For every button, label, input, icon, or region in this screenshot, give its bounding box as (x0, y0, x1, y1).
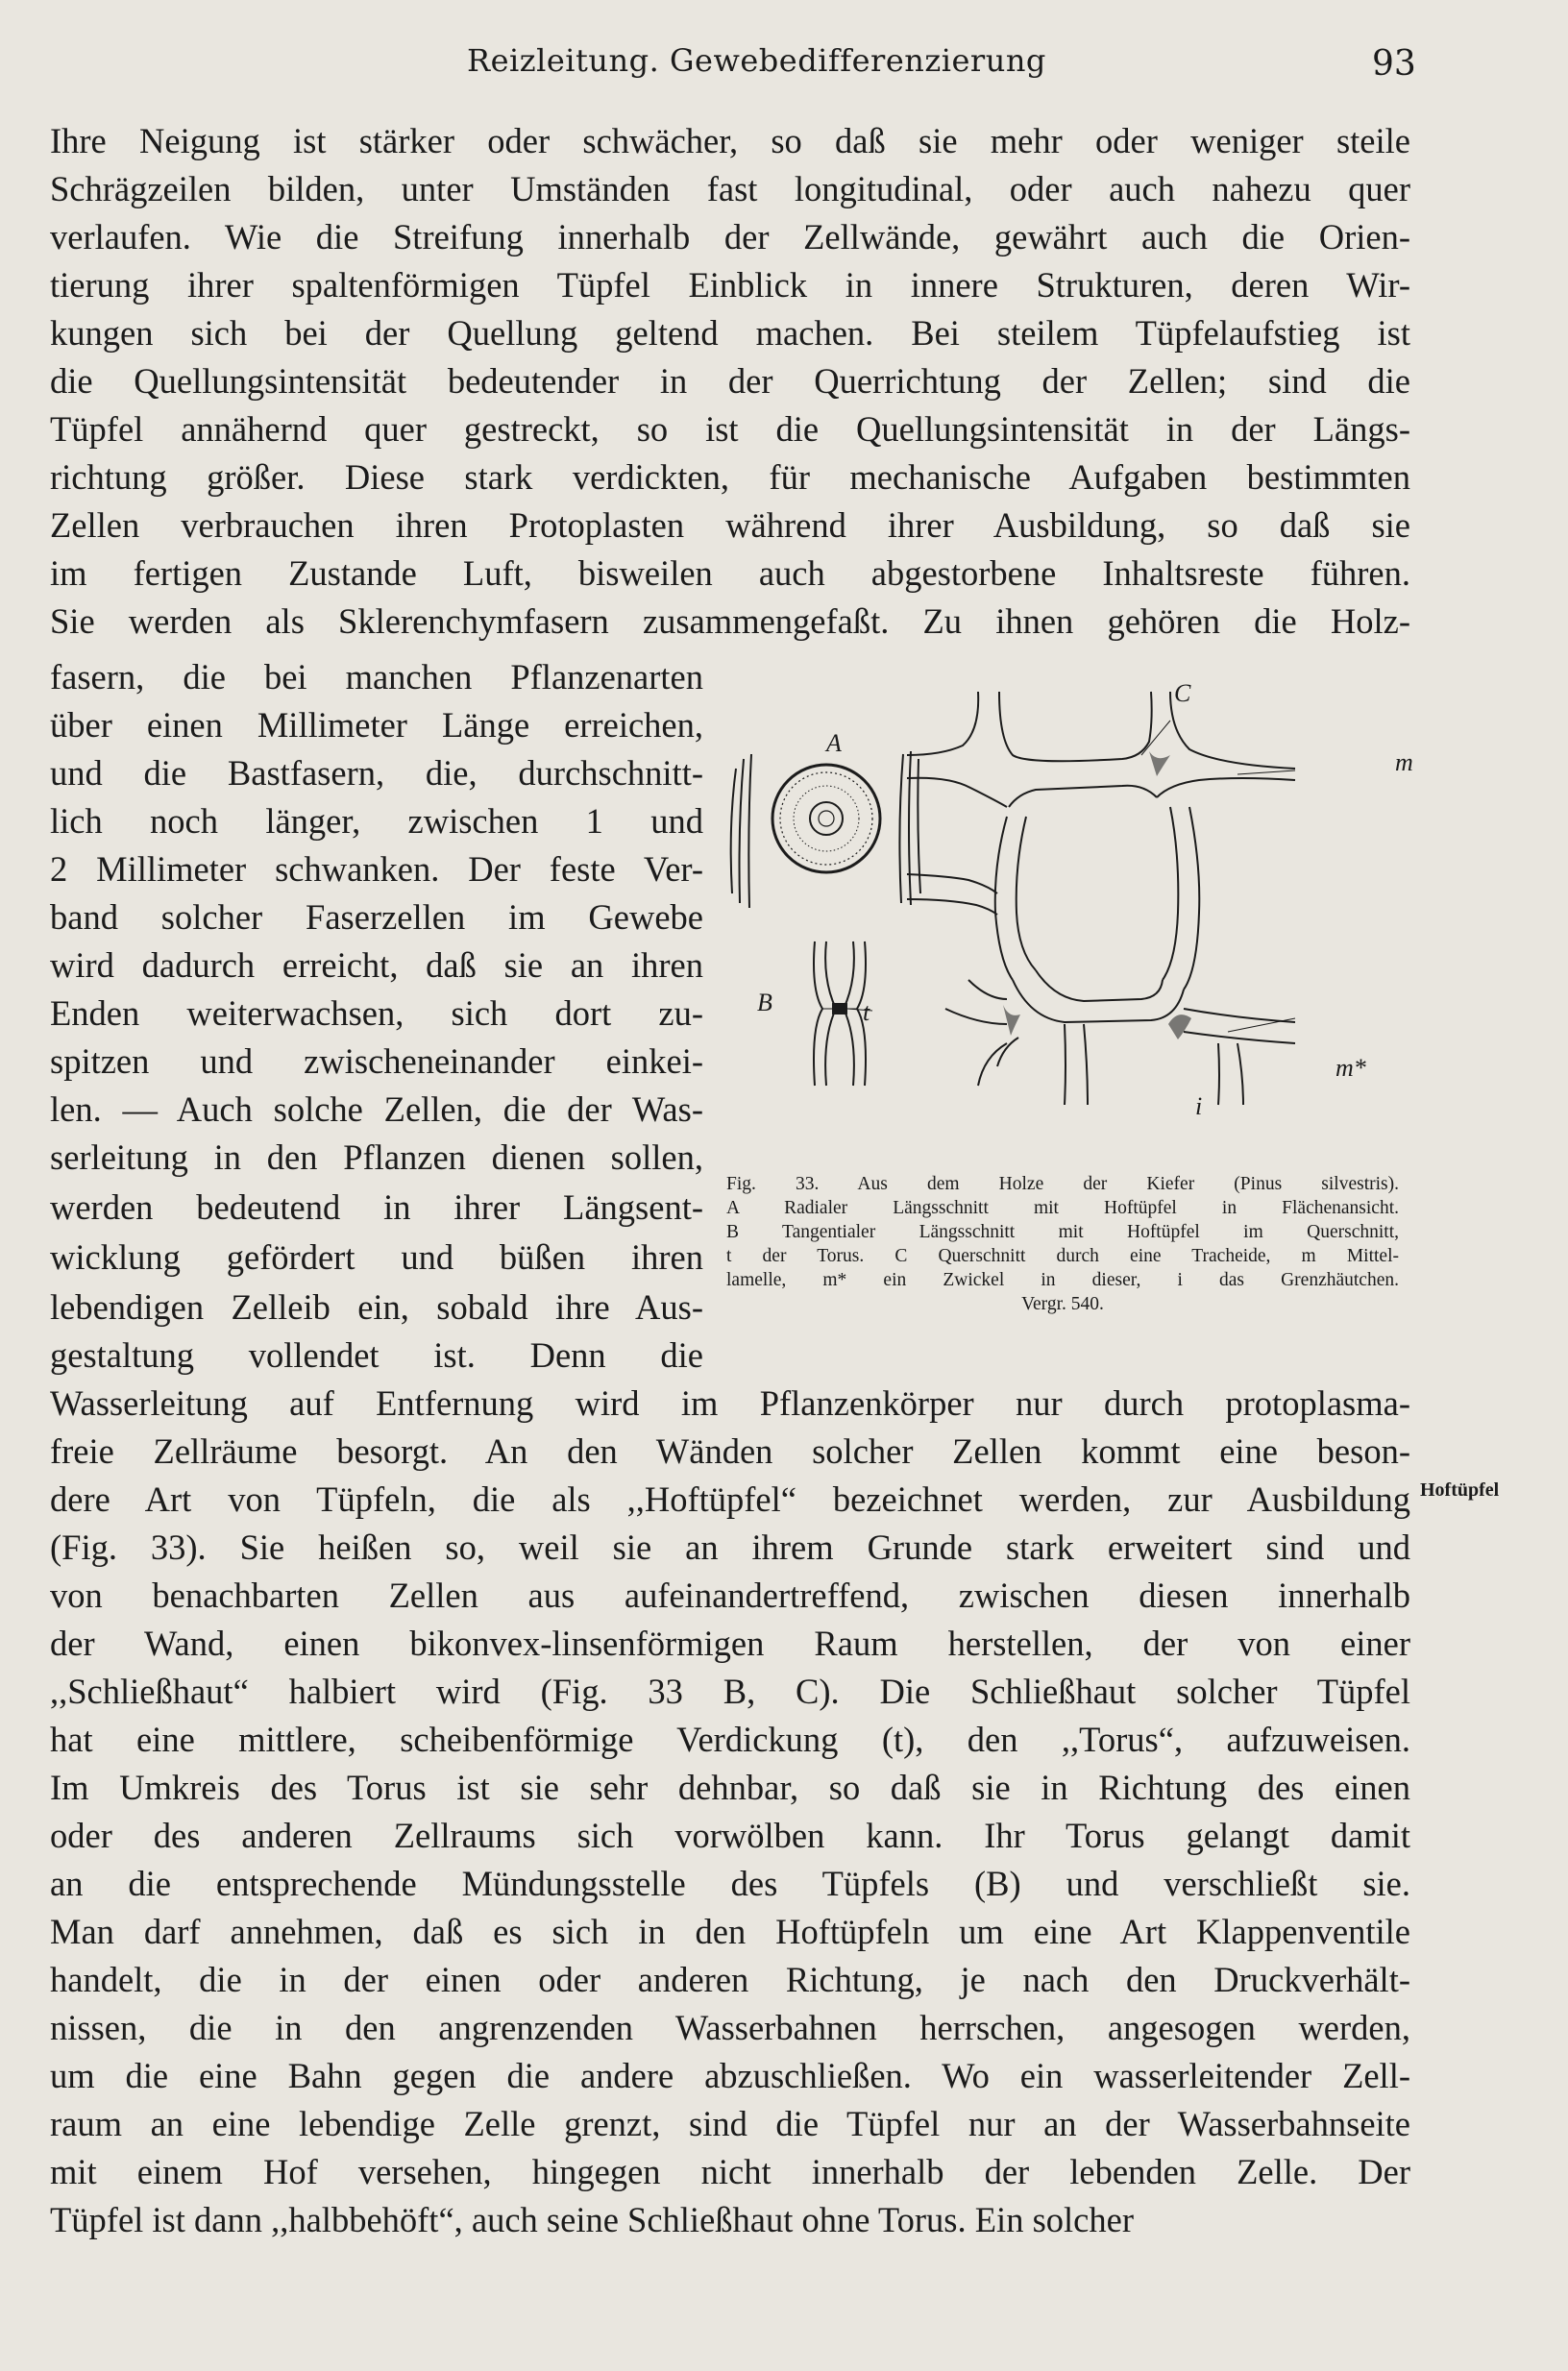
body-line: Sie werden als Sklerenchymfasern zusammengefaßt. Zu ihnen gehören die Holz- (50, 601, 1410, 641)
body-line: hat eine mittlere, scheibenförmige Verdickung (t), den ,,Torus“, aufzuweisen. (50, 1720, 1410, 1759)
body-line: Im Umkreis des Torus ist sie sehr dehnbar, so daß sie in Richtung des einen (50, 1768, 1410, 1807)
body-line: über einen Millimeter Länge erreichen, (50, 705, 703, 745)
body-line: werden bedeutend in ihrer Längsent- (50, 1187, 703, 1227)
body-line: band solcher Faserzellen im Gewebe (50, 897, 703, 937)
body-line: (Fig. 33). Sie heißen so, weil sie an ihrem Grunde stark erweitert sind und (50, 1528, 1410, 1567)
label-c: C (1174, 679, 1191, 707)
body-line: Man darf annehmen, daß es sich in den Hoftüpfeln um eine Art Klappenventile (50, 1912, 1410, 1951)
figure-33 (719, 663, 1430, 1182)
body-line: oder des anderen Zellraums sich vorwölben kann. Ihr Torus gelangt damit (50, 1816, 1410, 1855)
body-line: 2 Millimeter schwanken. Der feste Ver- (50, 849, 703, 889)
body-line: an die entsprechende Mündungsstelle des Tüpfels (B) und verschließt sie. (50, 1864, 1410, 1903)
body-line: Schrägzeilen bilden, unter Umständen fast longitudinal, oder auch nahezu quer (50, 169, 1410, 208)
part-c-tracheid-section (907, 692, 1295, 1105)
body-line: wird dadurch erreicht, daß sie an ihren (50, 945, 703, 985)
body-line: Tüpfel ist dann ,,halbbehöft“, auch seine Schließhaut ohne Torus. Ein solcher (50, 2200, 1134, 2239)
body-line: Enden weiterwachsen, sich dort zu- (50, 993, 703, 1033)
margin-note: Hoftüpfel (1420, 1479, 1500, 1501)
caption-line: t der Torus. C Querschnitt durch eine Tracheide, m Mittel- (726, 1246, 1399, 1266)
caption-line: lamelle, m* ein Zwickel in dieser, i das Grenzhäutchen. (726, 1270, 1399, 1290)
body-line: Wasserleitung auf Entfernung wird im Pflanzenkörper nur durch protoplasma- (50, 1383, 1410, 1423)
page-number: 93 (1372, 44, 1416, 84)
label-a: A (826, 729, 842, 757)
label-t: t (863, 998, 870, 1026)
running-header (0, 37, 1568, 94)
body-line: verlaufen. Wie die Streifung innerhalb der Zellwände, gewährt auch die Orien- (50, 217, 1410, 257)
body-line: serleitung in den Pflanzen dienen sollen, (50, 1137, 703, 1177)
header-title: Reizleitung. Gewebedifferenzierung (467, 42, 1046, 79)
body-line: von benachbarten Zellen aus aufeinandertreffend, zwischen diesen innerhalb (50, 1576, 1410, 1615)
label-m-star: m* (1335, 1054, 1366, 1082)
figure-33-drawing (719, 663, 1430, 1162)
body-line: wicklung gefördert und büßen ihren (50, 1237, 703, 1277)
body-line: dere Art von Tüpfeln, die als ,,Hoftüpfel“ bezeichnet werden, zur Ausbildung (50, 1479, 1410, 1519)
body-line: die Quellungsintensität bedeutender in der Querrichtung der Zellen; sind die (50, 361, 1410, 401)
body-line: mit einem Hof versehen, hingegen nicht innerhalb der lebenden Zelle. Der (50, 2152, 1410, 2191)
body-line: und die Bastfasern, die, durchschnitt- (50, 753, 703, 793)
caption-line: Fig. 33. Aus dem Holze der Kiefer (Pinus silvestris). (726, 1174, 1399, 1194)
body-line: im fertigen Zustande Luft, bisweilen auch abgestorbene Inhaltsreste führen. (50, 553, 1410, 593)
caption-line: A Radialer Längsschnitt mit Hoftüpfel in Flächenansicht. (726, 1198, 1399, 1218)
label-m: m (1395, 748, 1413, 776)
part-a-pit-face-view (731, 751, 920, 908)
body-line: lich noch länger, zwischen 1 und (50, 801, 703, 841)
figure-caption (726, 1172, 1399, 1316)
body-line: nissen, die in den angrenzenden Wasserbahnen herrschen, angesogen werden, (50, 2008, 1410, 2047)
body-line: ,,Schließhaut“ halbiert wird (Fig. 33 B, C). Die Schließhaut solcher Tüpfel (50, 1672, 1410, 1711)
body-line: um die eine Bahn gegen die andere abzuschließen. Wo ein wasserleitender Zell- (50, 2056, 1410, 2095)
body-line: handelt, die in der einen oder anderen Richtung, je nach den Druckverhält- (50, 1960, 1410, 1999)
body-line: freie Zellräume besorgt. An den Wänden solcher Zellen kommt eine beson- (50, 1431, 1410, 1471)
body-line: gestaltung vollendet ist. Denn die (50, 1335, 703, 1375)
body-line: Ihre Neigung ist stärker oder schwächer, so daß sie mehr oder weniger steile (50, 121, 1410, 160)
body-line: Tüpfel annähernd quer gestreckt, so ist die Quellungsintensität in der Längs- (50, 409, 1410, 449)
label-i: i (1195, 1092, 1203, 1120)
caption-magnification: Vergr. 540. (1021, 1294, 1104, 1314)
body-line: tierung ihrer spaltenförmigen Tüpfel Einblick in innere Strukturen, deren Wir- (50, 265, 1410, 305)
body-line: kungen sich bei der Quellung geltend machen. Bei steilem Tüpfelaufstieg ist (50, 313, 1410, 353)
body-line: spitzen und zwischeneinander einkei- (50, 1041, 703, 1081)
body-line: lebendigen Zelleib ein, sobald ihre Aus- (50, 1287, 703, 1327)
body-line: Zellen verbrauchen ihren Protoplasten während ihrer Ausbildung, so daß sie (50, 505, 1410, 545)
body-line: raum an eine lebendige Zelle grenzt, sind die Tüpfel nur an der Wasserbahnseite (50, 2104, 1410, 2143)
body-line: richtung größer. Diese stark verdickten, für mechanische Aufgaben bestimmten (50, 457, 1410, 497)
label-b: B (757, 989, 772, 1016)
caption-line: B Tangentialer Längsschnitt mit Hoftüpfel im Querschnitt, (726, 1222, 1399, 1242)
body-line: der Wand, einen bikonvex-linsenförmigen Raum herstellen, der von einer (50, 1624, 1410, 1663)
body-line: len. — Auch solche Zellen, die der Was- (50, 1089, 703, 1129)
body-line: fasern, die bei manchen Pflanzenarten (50, 657, 703, 697)
